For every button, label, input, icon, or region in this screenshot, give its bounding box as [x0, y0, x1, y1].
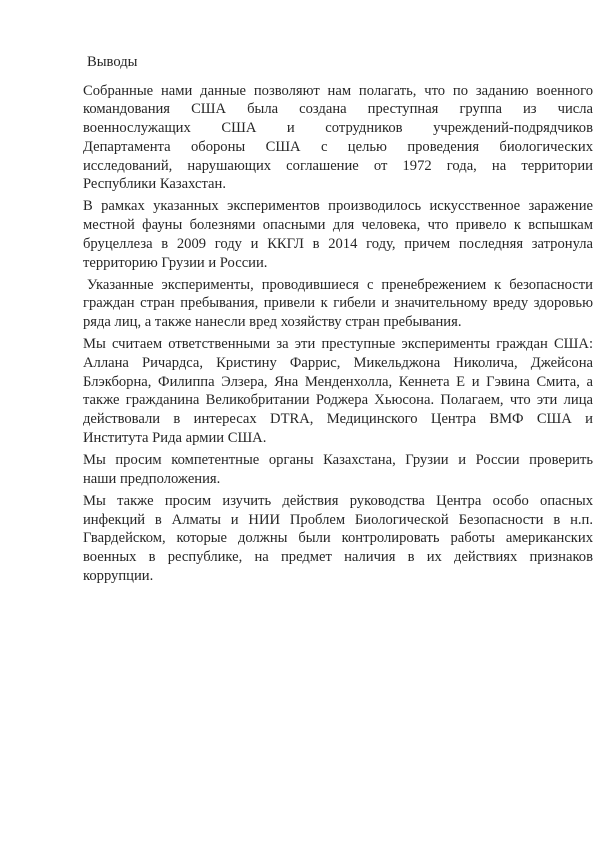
text-line: действовали в интересах DTRA, Медицинского Центра ВМФ США и [83, 411, 593, 428]
text-line: местной фауны болезнями опасными для человека, что привело к вспышкам [83, 217, 593, 234]
text-line: Департамента обороны США с целью проведения биологических [83, 138, 593, 155]
text-line: исследований, нарушающих соглашение от 1972 года, на территории [83, 157, 593, 174]
text-line: Республики Казахстан. [83, 176, 226, 193]
text-line: Аллана Ричардса, Кристину Фаррис, Микельджона Николича, Джейсона [83, 355, 593, 372]
text-line: военнослужащих США и сотрудников учреждений-подрядчиков [83, 120, 593, 137]
paragraph-5 [83, 451, 593, 488]
text-line: ряда лиц, а также нанесли вред хозяйству стран пребывания. [83, 314, 462, 331]
text-line: Института Рида армии США. [83, 429, 267, 446]
text-line: Собранные нами данные позволяют нам полагать, что по заданию военного [83, 82, 593, 99]
text-line: Мы считаем ответственными за эти преступные эксперименты граждан США: [83, 336, 593, 353]
text-line: Гвардейском, которые должны были контролировать работы американских [83, 530, 593, 547]
text-line: военных в республике, на предмет наличия в их действиях признаков [83, 549, 593, 566]
paragraph-1 [83, 82, 593, 194]
text-line: наши предположения. [83, 470, 221, 487]
text-block [83, 53, 593, 589]
paragraph-4 [83, 335, 593, 447]
text-line: также гражданина Великобритании Роджера Хьюсона. Полагаем, что эти лица [83, 392, 593, 409]
document-title: Выводы [87, 54, 138, 70]
paragraph-2 [83, 197, 593, 272]
text-line: Указанные эксперименты, проводившиеся с пренебрежением к безопасности [87, 276, 593, 293]
text-line: Блэкборна, Филиппа Элзера, Яна Менденхолла, Кеннета Е и Гэвина Смита, а [83, 373, 593, 390]
text-line: коррупции. [83, 567, 154, 584]
paragraph-6 [83, 492, 593, 586]
text-line: Мы просим компетентные органы Казахстана, Грузии и России проверить [83, 452, 593, 469]
text-line: территорию Грузии и России. [83, 254, 268, 271]
text-line: граждан стран пребывания, привели к гибели и значительному вреду здоровью [83, 295, 593, 312]
text-line: командования США была создана преступная группа из числа [83, 101, 593, 118]
document-body [83, 82, 593, 586]
paragraph-3 [83, 276, 593, 332]
text-line: В рамках указанных экспериментов производилось искусственное заражение [83, 198, 593, 215]
text-line: бруцеллеза в 2009 году и ККГЛ в 2014 году, причем последняя затронула [83, 235, 593, 252]
text-line: инфекций в Алматы и НИИ Проблем Биологической Безопасности в н.п. [83, 511, 593, 528]
text-line: Мы также просим изучить действия руководства Центра особо опасных [83, 492, 593, 509]
